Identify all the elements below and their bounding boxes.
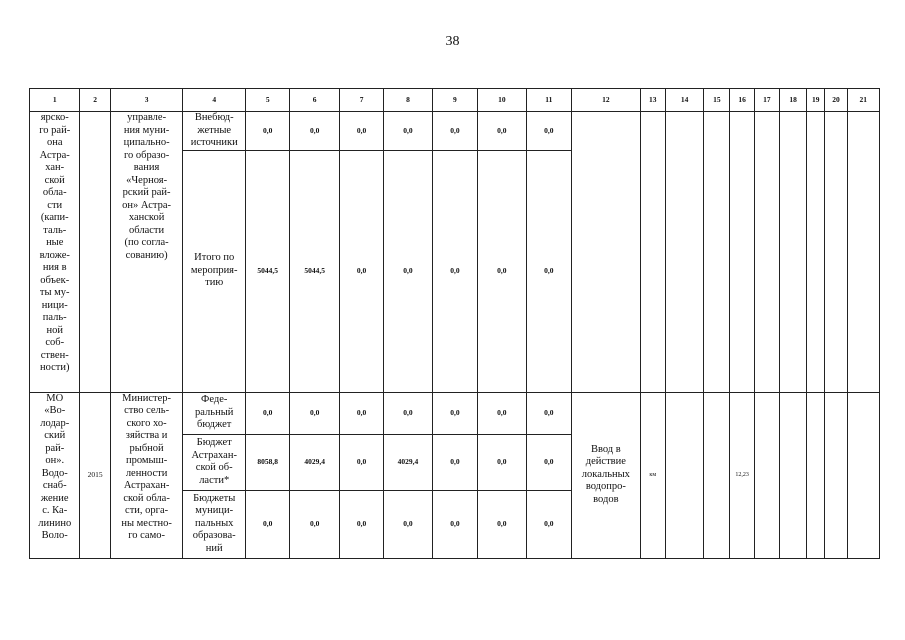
value-cell: 8058,8: [246, 434, 290, 490]
empty-cell: [847, 392, 879, 558]
budget-table: [29, 88, 880, 559]
value-cell: 0,0: [432, 392, 477, 434]
funding-source-cell: Итого по мероприя- тию: [183, 150, 246, 392]
value-cell: 0,0: [478, 490, 526, 558]
value-cell: 0,0: [290, 112, 339, 151]
header-row: [30, 89, 880, 112]
value-cell: 0,0: [526, 150, 571, 392]
value-cell: 0,0: [339, 112, 383, 151]
empty-cell: [665, 112, 703, 393]
empty-cell: [704, 112, 730, 393]
value-cell: 0,0: [246, 490, 290, 558]
header-cell: 3: [110, 89, 183, 112]
header-cell: 19: [807, 89, 825, 112]
funding-source-cell: Внебюд- жетные источники: [183, 112, 246, 151]
empty-cell: [704, 392, 730, 558]
value-cell: 0,0: [246, 392, 290, 434]
value-cell: 0,0: [339, 434, 383, 490]
value-cell: 0,0: [290, 490, 339, 558]
value-cell: 0,0: [339, 150, 383, 392]
funding-source-cell: Бюджет Астрахан- ской об- ласти*: [183, 434, 246, 490]
value-cell: 0,0: [478, 112, 526, 151]
header-cell: 7: [339, 89, 383, 112]
empty-cell: [825, 392, 847, 558]
funding-source-cell: Бюджеты муници- пальных образова- ний: [183, 490, 246, 558]
value-cell: 5044,5: [290, 150, 339, 392]
value-cell: 0,0: [339, 392, 383, 434]
executor-cell: управле- ния муни- ципально- го образо- вания «Черноя- рский рай- он» Астра- ханской области (по согла- сованию): [110, 112, 183, 393]
value-cell: 4029,4: [290, 434, 339, 490]
header-cell: 10: [478, 89, 526, 112]
header-cell: 14: [665, 89, 703, 112]
header-cell: 17: [754, 89, 779, 112]
unit-cell: км: [640, 392, 665, 558]
value-cell: 5044,5: [246, 150, 290, 392]
value-cell: 0,0: [526, 112, 571, 151]
year-cell: [80, 112, 110, 393]
empty-cell: [572, 112, 641, 393]
executor-cell: Министер- ство сель- ского хо- зяйства и рыбной промыш- ленности Астрахан- ской обла- сти, орга- ны местно- го само-: [110, 392, 183, 558]
table-row: [30, 112, 880, 151]
header-cell: 15: [704, 89, 730, 112]
empty-cell: [754, 392, 779, 558]
empty-cell: [665, 392, 703, 558]
empty-cell: [807, 392, 825, 558]
header-cell: 5: [246, 89, 290, 112]
indicator-value-cell: 12,23: [730, 392, 754, 558]
header-cell: 20: [825, 89, 847, 112]
object-name-cell: ярско- го рай- она Астра- хан- ской обла- сти (капи- таль- ные вложе- ния в объек- ты му- ници- паль- ной соб- ствен- ности): [30, 112, 80, 393]
result-cell: Ввод в действие локальных водопро- водов: [572, 392, 641, 558]
header-cell: 2: [80, 89, 110, 112]
value-cell: 0,0: [526, 490, 571, 558]
value-cell: 0,0: [478, 150, 526, 392]
empty-cell: [807, 112, 825, 393]
empty-cell: [640, 112, 665, 393]
value-cell: 0,0: [432, 434, 477, 490]
header-cell: 4: [183, 89, 246, 112]
value-cell: 0,0: [384, 112, 432, 151]
empty-cell: [825, 112, 847, 393]
header-cell: 9: [432, 89, 477, 112]
header-cell: 18: [779, 89, 806, 112]
year-cell: 2015: [80, 392, 110, 558]
table-row: [30, 392, 880, 434]
value-cell: 0,0: [384, 392, 432, 434]
header-cell: 11: [526, 89, 571, 112]
header-cell: 16: [730, 89, 754, 112]
header-cell: 1: [30, 89, 80, 112]
value-cell: 0,0: [432, 112, 477, 151]
value-cell: 0,0: [246, 112, 290, 151]
empty-cell: [779, 112, 806, 393]
header-cell: 6: [290, 89, 339, 112]
empty-cell: [779, 392, 806, 558]
object-name-cell: МО «Во- лодар- ский рай- он». Водо- снаб- жение с. Ка- линино Воло-: [30, 392, 80, 558]
header-cell: 21: [847, 89, 879, 112]
empty-cell: [754, 112, 779, 393]
value-cell: 0,0: [384, 490, 432, 558]
value-cell: 0,0: [384, 150, 432, 392]
funding-source-cell: Феде- ральный бюджет: [183, 392, 246, 434]
page-number: 38: [445, 34, 460, 49]
value-cell: 0,0: [339, 490, 383, 558]
value-cell: 0,0: [478, 392, 526, 434]
header-cell: 12: [572, 89, 641, 112]
value-cell: 0,0: [432, 150, 477, 392]
empty-cell: [847, 112, 879, 393]
value-cell: 0,0: [432, 490, 477, 558]
value-cell: 0,0: [290, 392, 339, 434]
value-cell: 0,0: [526, 434, 571, 490]
value-cell: 4029,4: [384, 434, 432, 490]
header-cell: 8: [384, 89, 432, 112]
header-cell: 13: [640, 89, 665, 112]
value-cell: 0,0: [526, 392, 571, 434]
value-cell: 0,0: [478, 434, 526, 490]
empty-cell: [730, 112, 754, 393]
